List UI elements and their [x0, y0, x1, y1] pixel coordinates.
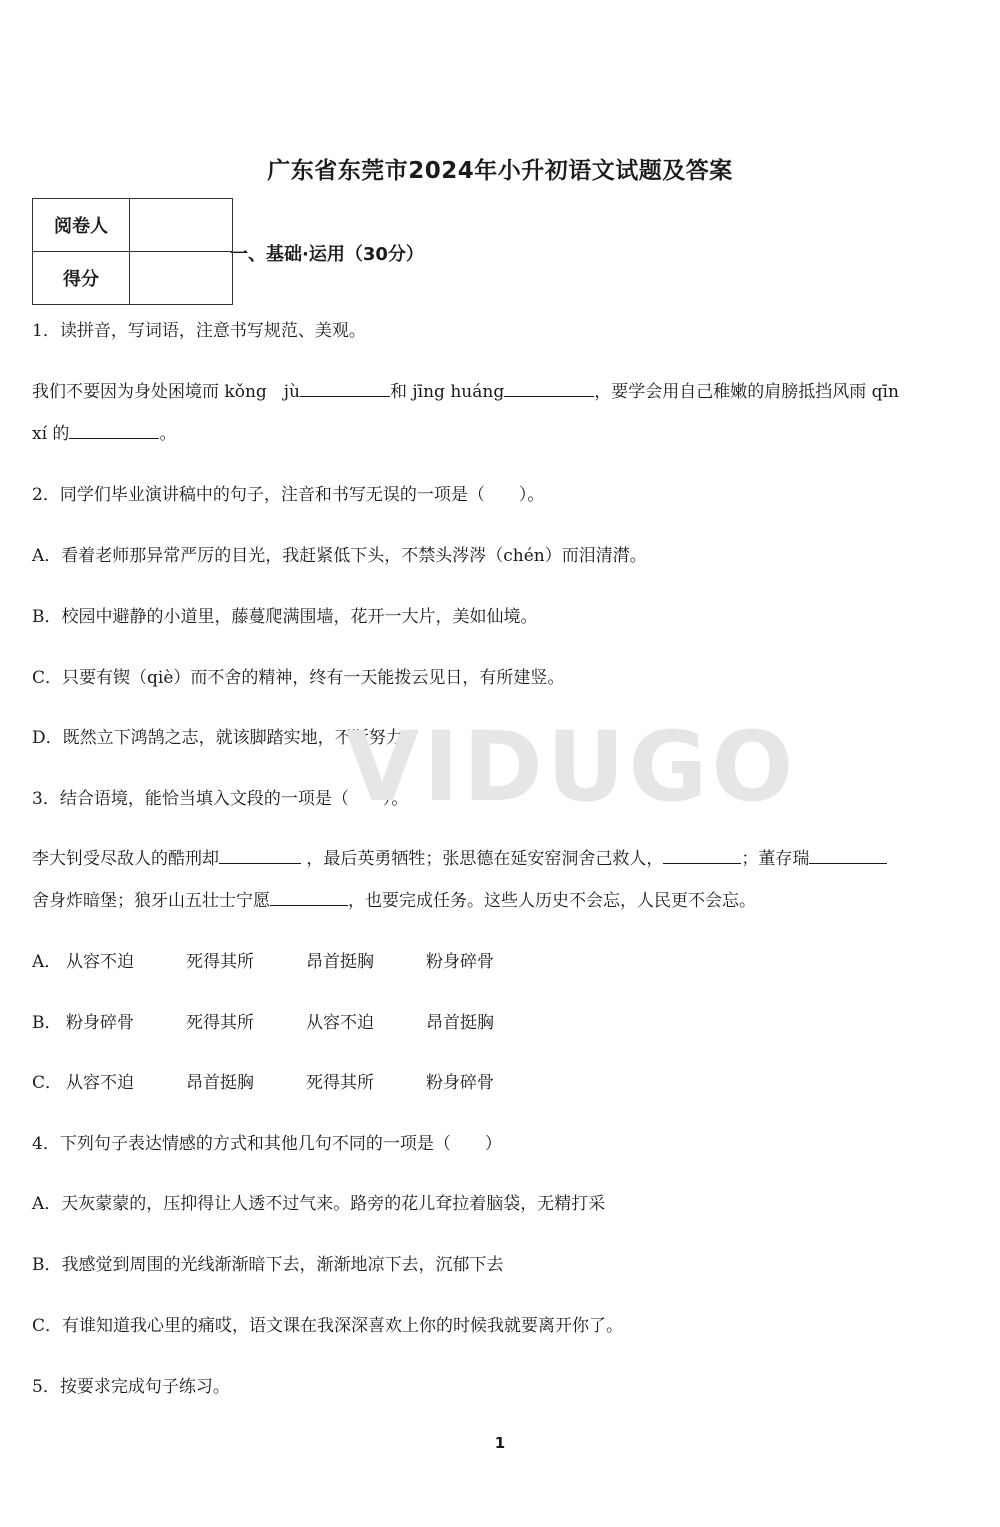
option-key: B．: [32, 1013, 62, 1033]
q2-option-d: D．既然立下鸿鹄之志，就该脚踏实地，不断努力。: [32, 728, 420, 748]
q3-option-c: [32, 1068, 546, 1093]
q1-line-2: [32, 419, 176, 444]
page-number: 1: [494, 1434, 506, 1452]
score-field[interactable]: [130, 252, 233, 305]
option-word: 昂首挺胸: [306, 952, 374, 972]
q3-blank-1[interactable]: [219, 847, 301, 864]
q4-option-a: A．天灰蒙蒙的，压抑得让人透不过气来。路旁的花儿耷拉着脑袋，无精打采: [32, 1194, 606, 1214]
score-label: 得分: [33, 252, 130, 305]
q3-prompt: 3．结合语境，能恰当填入文段的一项是（ ）。: [32, 789, 409, 809]
reviewer-label: 阅卷人: [33, 199, 130, 252]
section-heading: 一、基础·运用（30分）: [230, 244, 424, 265]
q1-line-1: [32, 377, 899, 402]
option-word: 粉身碎骨: [426, 1073, 494, 1093]
option-word: 从容不迫: [66, 952, 134, 972]
q1-blank-3[interactable]: [69, 422, 159, 439]
q4-prompt: 4．下列句子表达情感的方式和其他几句不同的一项是（ ）: [32, 1134, 502, 1154]
q2-option-b: B．校园中避静的小道里，藤蔓爬满围墙，花开一大片，美如仙境。: [32, 607, 538, 627]
q3-text-e: ，也要完成任务。这些人历史不会忘，人民更不会忘。: [348, 891, 756, 911]
watermark-logo: VIDUGO: [345, 711, 798, 823]
q3-option-b: [32, 1008, 546, 1033]
option-word: 粉身碎骨: [426, 952, 494, 972]
q3-option-a: [32, 947, 546, 972]
q3-blank-2[interactable]: [663, 847, 741, 864]
q1-text-c: ，要学会用自己稚嫩的肩膀抵挡风雨 qīn: [594, 382, 899, 402]
q3-line-2: [32, 886, 756, 911]
q4-option-b: B．我感觉到周围的光线渐渐暗下去，渐渐地凉下去，沉郁下去: [32, 1255, 504, 1275]
q3-blank-4[interactable]: [270, 889, 348, 906]
reviewer-field[interactable]: [130, 199, 233, 252]
q5-prompt: 5．按要求完成句子练习。: [32, 1377, 230, 1397]
q1-text-d: xí 的: [32, 424, 70, 444]
score-table: [32, 198, 233, 305]
option-word: 从容不迫: [66, 1073, 134, 1093]
q3-text-a: 李大钊受尽敌人的酷刑却: [32, 849, 219, 869]
q1-prompt: 1．读拼音，写词语，注意书写规范、美观。: [32, 321, 366, 341]
q2-prompt: 2．同学们毕业演讲稿中的句子，注音和书写无误的一项是（ ）。: [32, 485, 545, 505]
q2-option-c: C．只要有锲（qiè）而不舍的精神，终有一天能拨云见日，有所建竖。: [32, 668, 565, 688]
option-word: 死得其所: [306, 1073, 374, 1093]
q1-text-e: 。: [159, 424, 177, 444]
q1-text-a: 我们不要因为身处困境而 kǒng jù: [32, 382, 300, 402]
option-word: 从容不迫: [306, 1013, 374, 1033]
option-word: 死得其所: [186, 1013, 254, 1033]
q3-text-d: 舍身炸暗堡；狼牙山五壮士宁愿: [32, 891, 270, 911]
option-word: 死得其所: [186, 952, 254, 972]
option-word: 昂首挺胸: [186, 1073, 254, 1093]
q1-blank-1[interactable]: [300, 380, 390, 397]
q3-text-c: ；董存瑞: [741, 849, 810, 869]
q4-option-c: C．有谁知道我心里的痛哎，语文课在我深深喜欢上你的时候我就要离开你了。: [32, 1316, 624, 1336]
page-title: 广东省东莞市2024年小升初语文试题及答案: [267, 158, 733, 184]
q3-blank-3[interactable]: [809, 847, 887, 864]
q1-blank-2[interactable]: [504, 380, 594, 397]
q3-text-b: ，最后英勇牺牲；张思德在延安窑洞舍己救人，: [306, 849, 664, 869]
q3-line-1: [32, 844, 887, 869]
q2-option-a: A．看着老师那异常严厉的目光，我赶紧低下头，不禁头涔涔（chén）而泪清潸。: [32, 546, 647, 566]
q1-text-b: 和 jīng huáng: [390, 382, 505, 402]
option-key: C．: [32, 1073, 63, 1093]
option-word: 昂首挺胸: [426, 1013, 494, 1033]
option-word: 粉身碎骨: [66, 1013, 134, 1033]
option-key: A．: [32, 952, 62, 972]
